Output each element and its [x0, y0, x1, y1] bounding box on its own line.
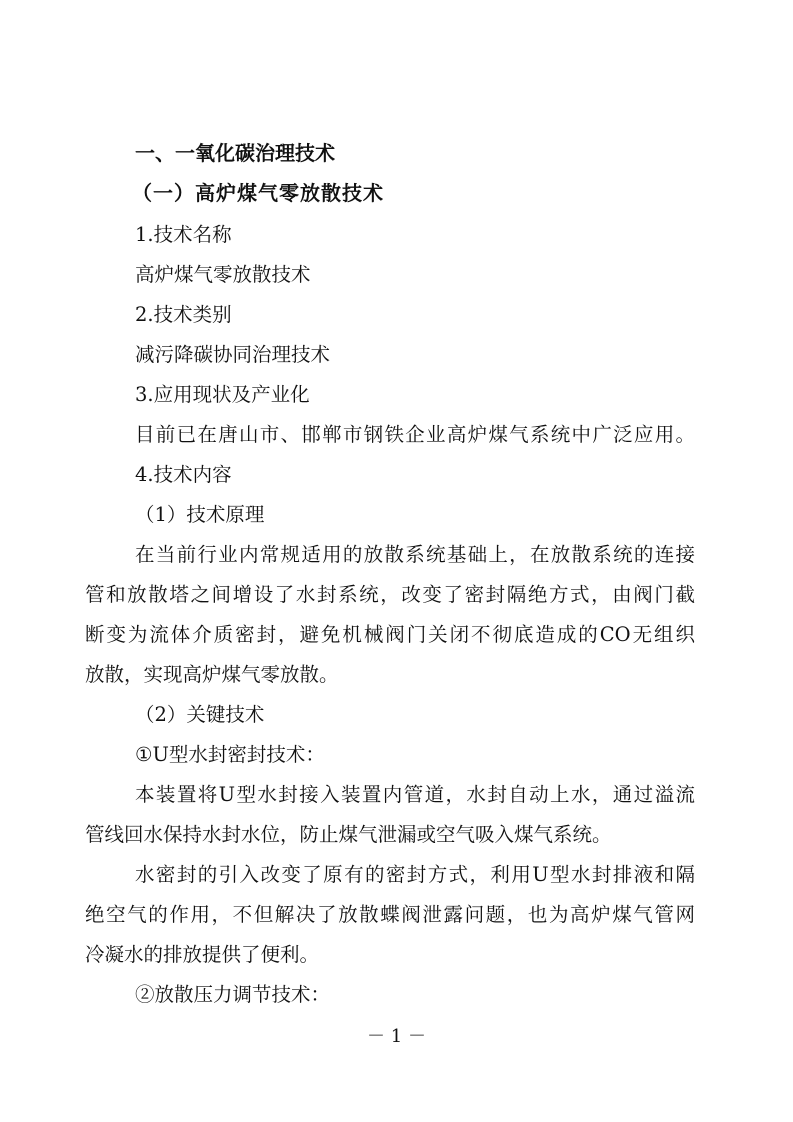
- technology-name: 高炉煤气零放散技术: [135, 263, 311, 286]
- paragraph-line: 水密封的引入改变了原有的密封方式，利用U型水封排液和隔: [135, 863, 695, 886]
- section-title: 一、一氧化碳治理技术: [135, 141, 335, 165]
- category: 减污降碳协同治理技术: [135, 343, 331, 366]
- page-number: － 1 －: [367, 1026, 426, 1047]
- technology-name-label: 1.技术名称: [135, 223, 232, 246]
- principle-label: （1）技术原理: [135, 503, 265, 526]
- paragraph-line: 放散，实现高炉煤气零放散。: [85, 663, 339, 686]
- paragraph-line: 管线回水保持水封水位，防止煤气泄漏或空气吸入煤气系统。: [85, 823, 612, 846]
- paragraph-line: 本装置将U型水封接入装置内管道，水封自动上水，通过溢流: [135, 783, 695, 806]
- subsection-title: （一）高炉煤气零放散技术: [132, 181, 384, 205]
- category-label: 2.技术类别: [135, 303, 232, 326]
- content-label: 4.技术内容: [135, 463, 232, 486]
- paragraph-line: 绝空气的作用，不但解决了放散蝶阀泄露问题，也为高炉煤气管网: [85, 903, 695, 926]
- key-tech-2-title: ②放散压力调节技术：: [135, 983, 331, 1006]
- paragraph-line: 冷凝水的排放提供了便利。: [85, 943, 320, 966]
- paragraph-line: 在当前行业内常规适用的放散系统基础上，在放散系统的连接: [135, 543, 695, 566]
- paragraph-line: 断变为流体介质密封，避免机械阀门关闭不彻底造成的CO无组织: [85, 623, 695, 646]
- key-tech-label: （2）关键技术: [135, 703, 265, 726]
- key-tech-1-title: ①U型水封密封技术：: [135, 743, 325, 766]
- status-label: 3.应用现状及产业化: [135, 383, 310, 406]
- paragraph-line: 管和放散塔之间增设了水封系统，改变了密封隔绝方式，由阀门截: [85, 583, 695, 606]
- status-text: 目前已在唐山市、邯郸市钢铁企业高炉煤气系统中广泛应用。: [135, 423, 695, 446]
